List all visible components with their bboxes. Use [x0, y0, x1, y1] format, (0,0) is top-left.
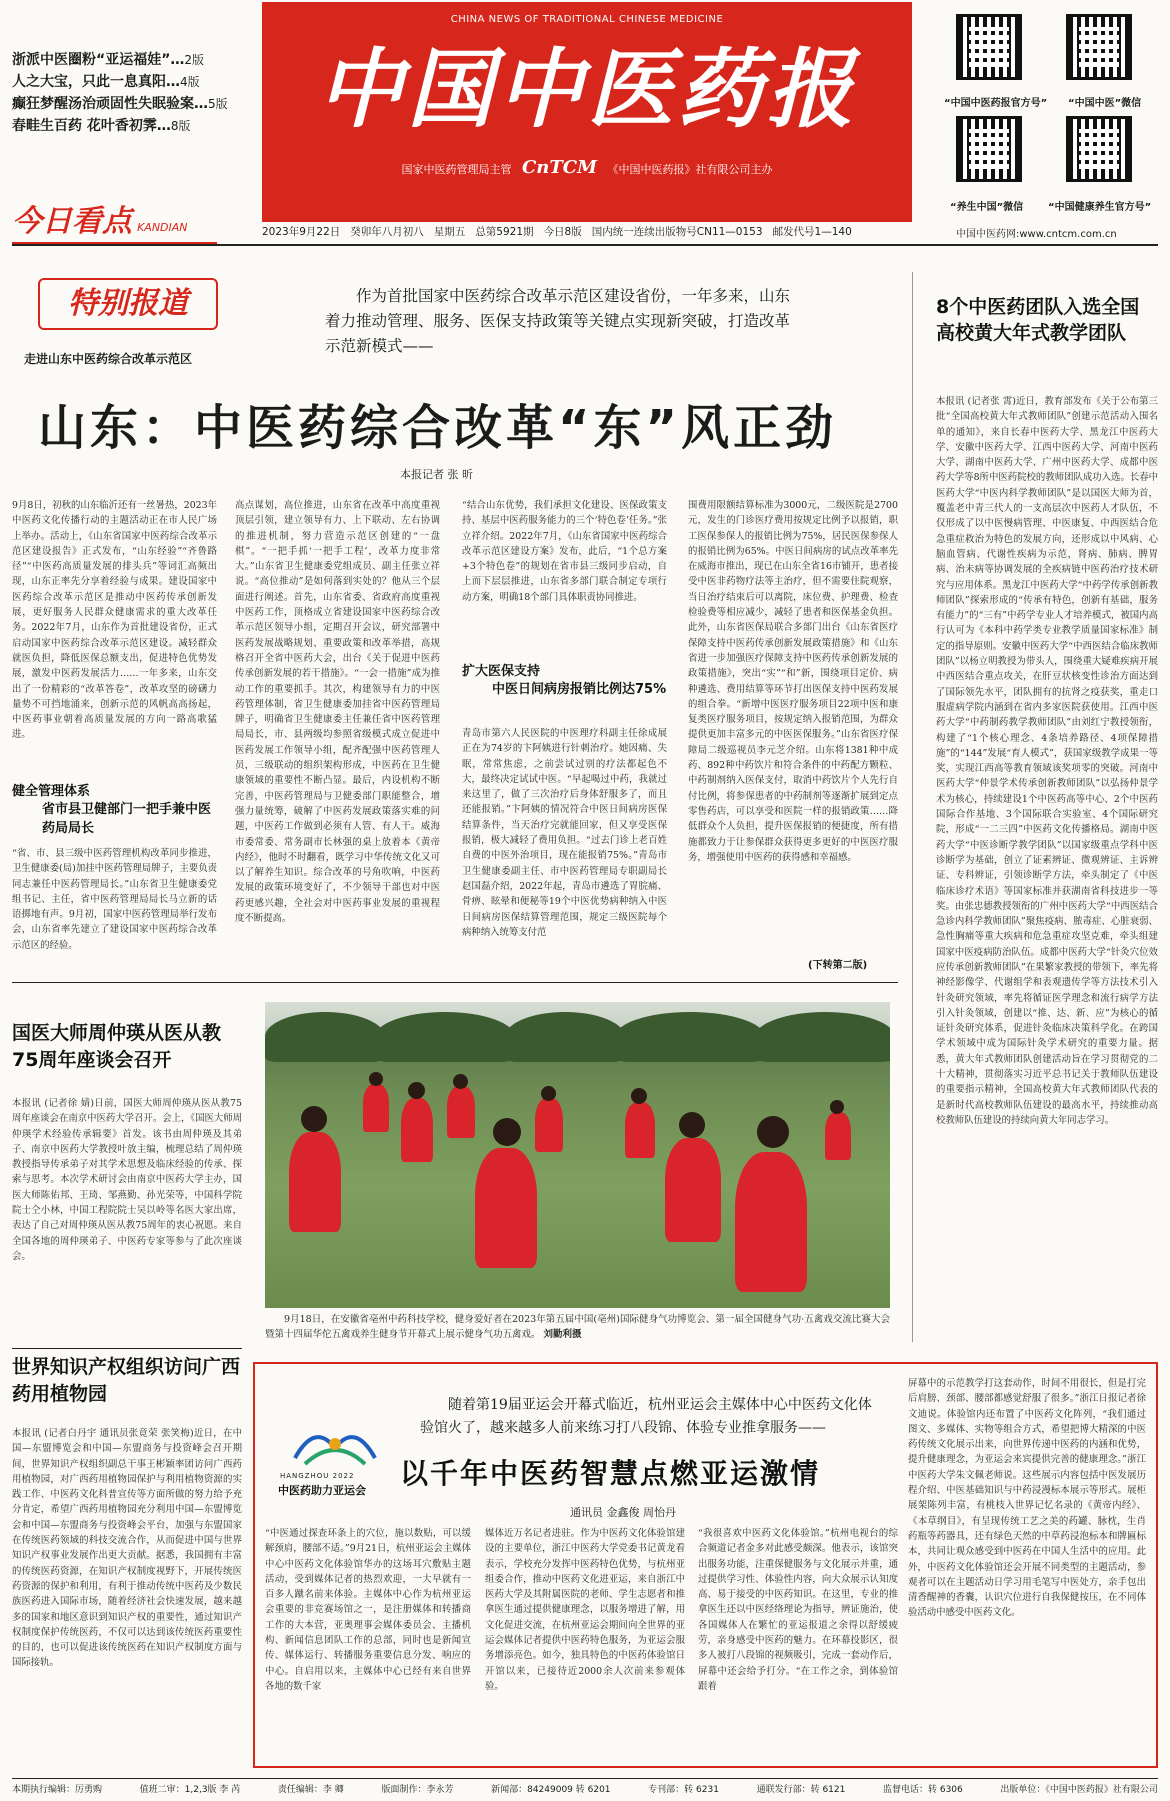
lunar-date: 癸卯年八月初八 — [350, 226, 424, 238]
lead-column: 9月8日，初秋的山东临沂还有一丝暑热，2023年中医药文化传播行动的主题活动正在市人民广场上举办。活动上，《山东省国家中医药综合改革示范区建设报告》正式发布，“山东经验”“齐鲁路径”“中医药高质量发展的排头兵”等词汇高频出现，山东正率先分享着经验与成果。建设国家中医药综合改革示范区是推动中医药传承创新发展，更好服务人民群众健康需求的重大改革任务。2022年7月，山东作为首批建设省份，正式启动国家中医药综合改革示范区建设。减轻群众就医负担，降低医保总额支出，促进特色优势发展，激发中医药发展活力……一年多来，山东交出了一份精彩的“改革答卷”，改革攻坚的磅礴力量势不可挡地涌来，创新示范的风帆高高扬起，中医药事业朝着高质量发展的方向一路高歌猛进。 — [12, 500, 217, 741]
footer-credits — [12, 1783, 1158, 1797]
asian-headline: 以千年中医药智慧点燃亚运激情 — [400, 1457, 821, 1490]
footer-item: 值班二审：1,2,3版 李 芮 — [139, 1785, 241, 1795]
right-headline: 8个中医药团队入选全国高校黄大年式教学团队 — [936, 296, 1140, 344]
website-link[interactable]: 中国中医药网:www.cntcm.com.cn — [956, 229, 1117, 240]
qr-code-icon[interactable] — [956, 14, 1022, 80]
masthead-publisher: 《中国中医药报》社有限公司主办 — [607, 163, 773, 176]
footer-item: 专刊部：转 6231 — [648, 1785, 719, 1795]
asian-logo-text: 中医药助力亚运会 — [278, 1484, 366, 1497]
footer-item: 本期执行编辑：厉勇购 — [12, 1785, 103, 1795]
qr-code-icon[interactable] — [1066, 116, 1132, 182]
lead-subheading: 健全管理体系 — [12, 784, 91, 799]
footer-item: 监督电话：转 6306 — [882, 1785, 963, 1795]
masthead-title: 中国中医药报 — [317, 39, 857, 140]
qr-code-icon[interactable] — [956, 116, 1022, 182]
teaser-item[interactable] — [12, 49, 262, 71]
dateline — [262, 224, 912, 240]
teaser-item[interactable] — [12, 115, 262, 137]
asian-games-logo — [275, 1418, 395, 1478]
teaser-page: 5版 — [208, 97, 228, 111]
weekday: 星期五 — [433, 226, 466, 238]
photo-caption — [265, 1312, 890, 1344]
teaser-page: 4版 — [180, 75, 200, 89]
page-count: 今日8版 — [543, 226, 582, 238]
divider — [12, 244, 1158, 246]
right-body: 本报讯 (记者张 霄)近日，教育部发布《关于公布第三批“全国高校黄大年式教师团队”创建示范活动入围名单的通知》，来自长春中医药大学、黑龙江中医药大学、安徽中医药大学、江西中医药大学、河南中医药大学、湖南中医药大学、广州中医药大学、成都中医药大学等8所中医药院校的教师团队成功入选。长春中医药大学“中医内科学教师团队”是以国医大师为首，覆盖老中青三代人的一支高层次中医药人才队伍，不仅形成了以中医慢病管理、中医康复、中西医结合危急重症救治为特色的发展方向，还形成以中风病、心脑血管病、代谢性疾病为示范，肾病、肺病、脾胃病、治未病等协调发展的全疾病链中医药治疗技术研究与应用体系。黑龙江中医药大学“中药学传承创新教师团队”探索形成的“传承有特色，创新有基础，服务有能力”的“三有”中药学专业人才培养模式，被国内高行认可为《本科中药学类专业教学质量国家标准》制定的指导原则。安徽中医药大学“中西医结合临床教师团队”以杨立明教授为带头人，围绕重大疑难疾病开展中西医结合重点攻关，在肝豆状核变性诊治方面达到了国际领先水平，团队拥有的抗肾之疫获奖，重走口服虚病学院内涵到在省内多家医院获使用。江西中医药大学“中药制药教学教师团队”由刘红宁教授领衔，构建了“1个核心理念、4条培养路径、4项保障措施”的“144”发展“育人模式”，获国家级教学成果一等奖，实现江西高等教育领域该奖项零的突破。河南中医药大学“仲景学术传承创新教师团队”以弘扬仲景学术为核心，持续建设1个中医药高等中心、2个中医药国际合作基地、3个国际联合实验室、4个国际研究院，形成“一二三四”中医药文化传播格局。湖南中医药大学“中医诊断学教学团队”以国家级重点学科中医诊断学为基础，创立了证素辨证、微观辨证、主诉辨证、专科辨证，引领诊断学方法，牵头制定了《中医临床诊疗术语》等国家标准并获湖南省科技进步一等奖。由张忠德教授领衔的广州中医药大学“中西医结合急诊内科学教师团队”聚焦疫病、脓毒症、心脏衰弱、急性胸痛等重大疾病和危急重症攻坚克难，牵头组建国家中医疫病防治队伍。成都中医药大学“针灸穴位效应传承创新教师团队”在果繁家教授的带领下，率先将神经影像学、代谢组学和表观遗传学等方法技术引入针灸研究领域，率先将循证医学理念和流行病学方法引入针灸领域，创建以“推、达、新、应”为核心的循证针灸研究体系，促进针灸临床决策科学化。在跨国学术领域中成为国际针灸学术研究的重要力量。据悉，黄大年式教师团队创建活动旨在学习贯彻党的二十大精神，贯彻落实习近平总书记关于教师队伍建设的重要指示精神，全国高校黄大年式教师团队代表的是新时代高校教师队伍建设的最高水平，持续推动高校教师队伍建设的持续向黄大年同志学习。 — [936, 396, 1158, 1126]
qr-code-icon[interactable] — [1066, 14, 1132, 80]
asian-byline: 通讯员 金鑫俊 周怡丹 — [570, 1506, 676, 1519]
teaser-text: 春畦生百药 花叶香初霁… — [12, 118, 171, 134]
lead-headline: 山东：中医药综合改革“东”风正劲 — [38, 400, 838, 456]
teaser-item[interactable] — [12, 71, 262, 93]
footer-item: 通联发行部：转 6121 — [756, 1785, 846, 1795]
date: 2023年9月22日 — [262, 226, 341, 238]
ip-body: 本报讯 (记者白丹宇 通讯员张竟荣 张笑梅)近日，在中国—东盟博览会和中国—东盟商务与投资峰会召开期间，世界知识产权组织副总干事王彬颖率团访问广西药用植物园，对广西药用植物园保护与利用植物资源的实践工作、中医药文化科普宣传等方面所做的努力给予充分肯定，希望广西药用植物园充分利用中国—东盟博览会和中国—东盟商务与投资峰会平台，加强与东盟国家在传统医药领域的科技交流合作，从而促进中国与世界知识产权事业发展作出更大贡献。据悉，我国拥有丰富的传统医药资源，在知识产权制度视野下，开展传统医药资源的保护和利用，有利于推动传统中医药及少数民族医药进入国际市场，随着经济社会快速发展，越来越多的国家和地区意识到知识产权的重要性，通过知识产权制度保护传统医药，不仅可以达到该传统医药重要性的目的，也可以促进该传统医药在知识产权制度方面与国际接轨。 — [12, 1428, 242, 1669]
teaser-list — [12, 49, 262, 137]
lead-column: “省、市、县三级中医药管理机构改革同步推进，卫生健康委(局)加挂中医药管理局牌子，主要负责同志兼任中医药管理局长。”山东省卫生健康委党组书记、主任，省中医药管理局局长马立新的话语掷地有声。9月初，国家中医药管理局举行发布会，山东省率先建立了建设国家中医药综合改革示范区的经验。 — [12, 848, 217, 951]
today-sub: KANDIAN — [137, 221, 188, 234]
special-report-badge: 特别报道 — [38, 278, 218, 330]
asian-logo-sub: HANGZHOU 2022 — [280, 1472, 355, 1480]
today-highlights — [12, 196, 217, 244]
divider — [12, 1778, 1158, 1779]
lead-subheading: 省市县卫健部门一把手兼中医药局局长 — [42, 802, 212, 836]
teaser-text: 人之大宝，只此一息真阳… — [12, 74, 180, 90]
column-divider — [912, 272, 913, 1342]
lead-subheading: 扩大医保支持 — [462, 664, 541, 679]
teaser-item[interactable] — [12, 93, 262, 115]
asian-column: “中医通过探查环条上的穴位，施以数贴，可以缓解颈肩，腰部不适。”9月21日，杭州亚运会主媒体中心中医药文化体验馆华办的这场耳穴敷贴主题活动，受到媒体记者的热烈欢迎，一大早就有一百多人蹴名前来体验。主媒体中心作为杭州亚运会重要的非竞赛场馆之一，是注册媒体和转播商工作的大本营，亚奥理事会媒体委员会、主播机构、新闻信息团队工作的总部，同时也是新闻宣传、媒体运行、转播服务重要信息分发、响应的中心。自启用以来，主媒体中心已经有来自世界各地的数千家 — [265, 1528, 471, 1692]
footer-item: 责任编辑：李 卿 — [277, 1785, 344, 1795]
issue-number: 总第5921期 — [475, 226, 534, 238]
qr-label: “养生中国”微信 — [950, 202, 1024, 213]
masthead-sponsor: 国家中医药管理局主管 — [401, 163, 512, 176]
lead-column: “结合山东优势，我们承担文化建设、医保政策支持、基层中医药服务能力的三个‘特色卷’任务。”张立祥介绍。2022年7月，《山东省国家中医药综合改革示范区建设方案》发布，此后，“1个总方案+3个特色卷”的规划在省市县三级同步启动，自上而下层层推进，山东省多部门联合制定专项行动方案，明确18个部门具体职责协同推进。 — [462, 500, 667, 603]
special-series-title: 走进山东中医药综合改革示范区 — [24, 352, 193, 366]
masthead — [262, 2, 912, 222]
photo-credit: 刘勤利摄 — [543, 1329, 582, 1340]
divider — [12, 982, 898, 983]
qr-label: “中国健康养生官方号” — [1048, 202, 1152, 213]
footer-item: 出版单位：《中国中医药报》社有限公司 — [1000, 1785, 1158, 1795]
cn-number: 国内统一连续出版物号CN11—0153 — [591, 226, 763, 238]
masthead-sub — [262, 157, 912, 178]
ip-headline: 世界知识产权组织访问广西药用植物园 — [12, 1356, 241, 1405]
lead-column: 高点谋划，高位推进，山东省在改革中高度重视顶层引领，建立领导有力、上下联动、左右协调的推进机制，努力营造示范区创建的“一盘棋”。“一把手抓‘一把手工程’，改革力度非常大。”山东省卫生健康委党组成员、副主任张立祥说。“高位推动”是如何落到实处的？他从三个层面进行阐述。首先，山东省委、省政府高度重视中医药工作，顶格成立省建设国家中医药综合改革示范区领导小组，定期召开会议，研究部署中医药发展战略规划、重要政策和改革举措，高规格召开全省中医药大会，出台《关于促进中医药传承创新发展的若干措施》。“一会一措施”成为推动工作的重要抓手。其次，构建领导有力的中医药管理体制，省卫生健康委加挂省中医药管理局牌子，明确省卫生健康委主任兼任省中医药管理局局长，市、县两级均参照省级模式成立促进中医药发展工作领导小组，配齐配强中医药管理人员，三级联动的组织架构形成，中医药在卫生健康领域的重要性不断凸显。最后，内设机构不断完善，中医药管理局与卫健委部门职能整合，增强力量统筹，破解了中医药发展政策落实难的问题，中医药工作做到必须有人管、有人干。威海市委常委、常务副市长林强的桌上放着本《黄帝内经》，他时不时翻看，既学习中华传统文化又可以了解养生知识。综合改革的号角吹响，中医药发展的政策环境变好了，不少领导干部也对中医药更感兴趣，全社会对中医药事业发展的重视程度不断提高。 — [235, 500, 440, 925]
qr-label: “中国中医”微信 — [1068, 98, 1142, 109]
teaser-page: 8版 — [170, 119, 191, 133]
asian-column: “我很喜欢中医药文化体验馆。”杭州电视台的综合频道记者金多对此感受颇深。他表示，该馆突出服务功能，注重保健服务与文化展示并重，通过提供学习性、体验性内容，向大众展示认知度高、易于接受的中医药知识。在这里，专业的推拿医生还以中医经络理论为指导，辨证施治，使各国媒体人在繁忙的亚运报道之余得以舒缓疲劳，亲身感受中医药的魅力。在环幕投影区，很多人被打八段锦的视频吸引，完成一套动作后，屏幕中还会给予打分。“在工作之余，到体验馆跟着 — [698, 1528, 898, 1692]
lead-column: 青岛市第六人民医院的中医理疗科副主任徐成展正在为74岁的卞阿姨进行针刺治疗。她因痛、失眠，常常焦虑，之前尝试过别的疗法都起色不大，最终决定试试中医。“早起喝过中药，我就过来这里了，做了三次治疗后身体舒服多了，而且还能报销。”卞阿姨的情况符合中医日间病房医保结算条件，当天治疗完就能回家，但又享受医保报销，极大减轻了费用负担。“过去门诊上老百姓自费的中医外治项目，现在能报销75%。”青岛市卫生健康委副主任、市中医药管理局专职副局长赵国磊介绍，2022年起，青岛市遴选了胃脘痛、骨痹、眩晕和便秘等19个中医优势病种纳入中医日间病房医保结算管理范围，规定三级医院每个病种纳入统筹支付范 — [462, 728, 667, 938]
footer-item: 新闻部：84249009 转 6201 — [491, 1785, 611, 1795]
today-title: 今日看点 — [12, 204, 132, 239]
asian-games-emblem-icon — [275, 1418, 395, 1478]
masthead-english: CHINA NEWS OF TRADITIONAL CHINESE MEDICINE — [450, 14, 724, 25]
asian-column: 媒体近万名记者进驻。作为中医药文化体验馆建设的主要单位，浙江中医药大学党委书记黄龙看表示，学校充分发挥中医药特色优势，与杭州亚组委合作，推动中医药文化进亚运，来自浙江中医药大学及其附属医院的老师、学生志愿者和推拿医生通过提供健康理念，以服务增进了解，用文化促进交流，在杭州亚运会期间向全世界的亚运会媒体记者提供中医药特色服务，为亚运会服务增添亮色。如今，独具特色的中医药体验馆日开馆以来，已接待近2000余人次前来参观体验。 — [485, 1528, 685, 1692]
caption-text: 9月18日，在安徽省亳州中药科技学校，健身爱好者在2023年第五届中国(亳州)国际健身气功博览会、第一届全国健身气功·五禽戏交流比赛大会暨第十四届华佗五禽戏养生健身节开幕式上展示健身气功五禽戏。 — [265, 1314, 890, 1340]
lead-intro: 作为首批国家中医药综合改革示范区建设省份，一年多来，山东着力推动管理、服务、医保支持政策等关键点实现新突破，打造改革示范新模式—— — [325, 287, 791, 355]
tai-chi-photo[interactable] — [265, 1002, 890, 1308]
postal-code: 邮发代号1—140 — [772, 226, 852, 238]
qr-label: “中国中医药报官方号” — [944, 98, 1048, 109]
zhou-body: 本报讯 (记者徐 婧)日前，国医大师周仲瑛从医从教75周年座谈会在南京中医药大学召开。会上，《国医大师周仲瑛学术经验传承辑要》首发。该书由周仲瑛及其弟子、南京中医药大学教授叶放主编，梳理总结了周仲瑛教授指导传承弟子对其学术思想及临床经验的传承、探索与思考。本次学术研讨会由南京中医药大学主办，国医大师陈佑邦、王琦、邹燕勤、孙光荣等，中国科学院院士仝小林，中国工程院院士吴以岭等名医大家出席，表达了自己对周仲瑛从医从教75周年的衷心祝愿。来自全国各地的周仲瑛弟子、中医药专家等参与了此次座谈会。 — [12, 1098, 242, 1262]
asian-column: 屏幕中的示范教学打这套动作，时间不用很长，但是打完后肩膀、颈部、腰部都感觉舒服了很多。”浙江日报记者徐文迪说。体验馆内还布置了中医药文化阵列，“我们通过图文、多媒体、实物等组合方式，希望把博大精深的中医药传统文化展示出来，向世界传递中医药的内涵和优势，提升健康理念，为亚运会来宾提供完善的健康理念。”浙江中医药大学朱文佩老师说。这些展示内容包括中医发展历程介绍、中医基础知识与中药浸漫标本展示等形式。展柜展架陈列丰富，有桃枝入世界记忆名录的《黄帝内经》、《本草纲目》，有呈现传统工艺之美的药罐、脉枕，生肖药瓶等药器具，还有绿色天然的中草药浸泡标本和牌匾标本，共同让观众感受到中医药在中国人生活中的应用。此外，中医药文化体验馆还会开展不同类型的主题活动，参观者可以在主题活动日学习用毛笔写中医处方，亲手包出清香醒神的香囊，认识穴位进行自我保健按压，在不同体验活动中感受中医药文化。 — [908, 1378, 1146, 1619]
footer-item: 版面制作：李永芳 — [381, 1785, 454, 1795]
cntcm-logo: CnTCM — [521, 157, 598, 178]
continued-note[interactable]: (下转第二版) — [808, 960, 868, 971]
asian-intro: 随着第19届亚运会开幕式临近，杭州亚运会主媒体中心中医药文化体验馆火了，越来越多人前来练习打八段锦、体验专业推拿服务—— — [420, 1397, 872, 1436]
teaser-text: 癫狂梦醒汤治顽固性失眠验案… — [12, 96, 208, 112]
teaser-text: 浙派中医圈粉“亚运福娃”… — [12, 52, 185, 68]
lead-subheading: 中医日间病房报销比例达75% — [492, 682, 667, 697]
zhou-headline: 国医大师周仲瑛从医从教75周年座谈会召开 — [12, 1022, 222, 1071]
divider — [12, 1348, 242, 1349]
lead-column: 围费用限额结算标准为3000元，二级医院是2700元，发生的门诊医疗费用按规定比例予以报销，职工医保参保人的报销比例为75%，居民医保参保人的报销比例为65%。中医日间病房的试点改革率先在威海市推出，现已在山东全省16市铺开，患者接受中医非药物疗法等主治疗，但不需要住院观察，当日治疗结束后可以离院，床位费、护理费、检查检验费等相应减少，减轻了患者和医保基金负担。此外，山东省医保局联合多部门出台《山东省医疗保障支持中医药传承创新发展政策措施》和《山东省进一步加强医疗保障支持中医药传承创新发展的政策措施》，突出“实”“和”新，围绕项目定价、病种遴选、费用结算等环节打出医保支持中医药发展的组合拳。“新增中医医疗服务项目22项中医和康复类医疗服务项目，按规定纳入报销范围，为群众提供更加丰富多元的中医医保服务。”山东省医疗保障局二级巡视员李元芝介绍。山东将1381种中成药、892种中药饮片和符合条件的中药配方颗粒、中药制剂纳入医保支付，取消中药饮片个人先行自付比例，将参保患者的中药制剂等逐渐扩展到定点零售药店，可以享受和医院一样的报销政策……降低群众个人负担，提升医保报销的便捷度，所有措施都致力于让参保群众获得更多更好的中医医疗服务，增强使用中医药的获得感和幸福感。 — [688, 500, 898, 863]
teaser-page: 2版 — [184, 53, 205, 67]
lead-byline: 本报记者 张 昕 — [400, 468, 473, 481]
